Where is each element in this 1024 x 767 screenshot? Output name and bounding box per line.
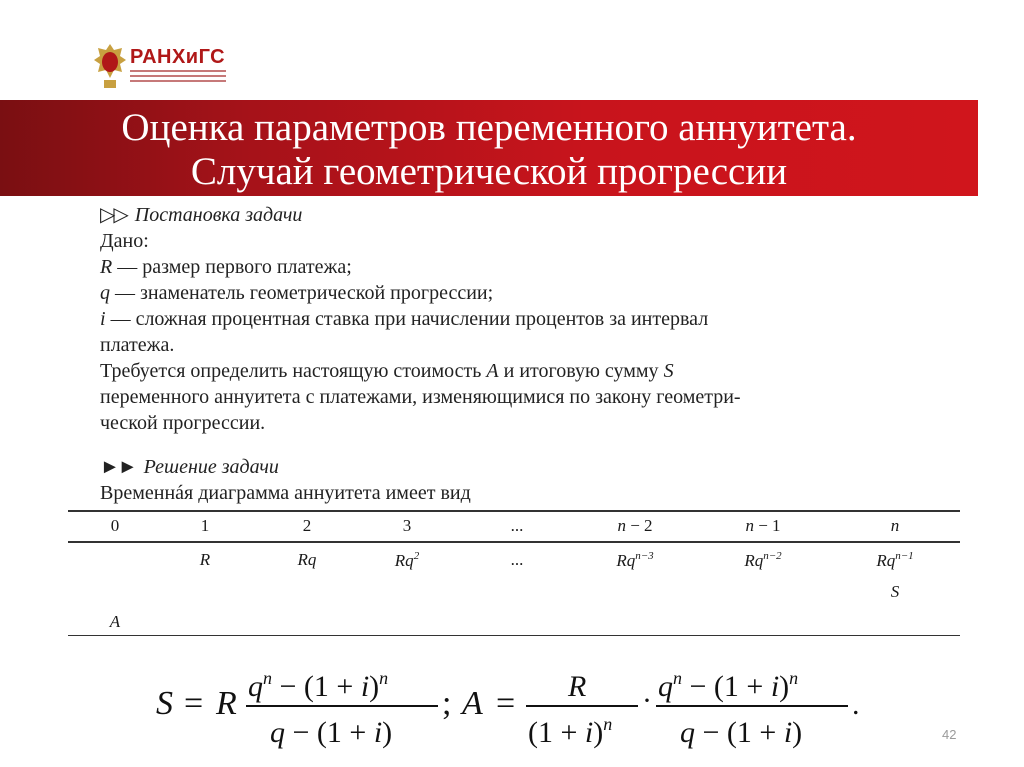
requirement-line-3: ческой прогрессии. (100, 412, 266, 434)
timeline-payment-3 (362, 550, 452, 571)
diagram-caption: Временнáя диаграмма аннуитета имеет вид (100, 482, 471, 504)
period-var: n (745, 516, 754, 535)
timeline-s-label: S (890, 582, 900, 601)
logo-name: РАНХиГС (130, 46, 226, 68)
timeline-bottom-rule (68, 635, 960, 636)
given-i: i — сложная процентная ставка при начислении процентов за интервал (100, 308, 709, 330)
payment-expr: Rq (744, 551, 764, 570)
payment-exponent: n−2 (763, 550, 782, 562)
given-r: R — размер первого платежа; (100, 256, 352, 278)
payment-exponent: n−1 (895, 550, 914, 562)
timeline-period-6: n − 1 (745, 516, 781, 535)
title-line-2: Случай геометрической прогрессии (190, 150, 788, 193)
given-label: Дано: (100, 230, 149, 252)
payment-expr: Rq (616, 551, 636, 570)
timeline-top-rule (68, 510, 960, 512)
payment-exponent: 2 (413, 550, 420, 562)
page-number: 42 (942, 727, 957, 742)
timeline-period-5: n − 2 (617, 516, 653, 535)
timeline-payment-1 (160, 550, 250, 570)
problem-heading: ▷▷ Постановка задачи (100, 204, 303, 226)
payment-expr: Rq (394, 551, 414, 570)
emblem-icon (92, 40, 128, 92)
payment-expr: Rq (297, 550, 317, 569)
timeline-period-4: ... (510, 516, 524, 535)
timeline-payment-7 (850, 550, 940, 571)
double-triangle-outline-icon: ▷▷ (100, 204, 127, 226)
given-q: q — знаменатель геометрической прогрессии; (100, 282, 494, 304)
double-triangle-filled-icon: ►► (100, 456, 136, 478)
payment-expr: Rq (876, 551, 896, 570)
svg-text:.: . (852, 688, 860, 721)
period-var: n (617, 516, 626, 535)
timeline-a-label: A (109, 612, 121, 631)
page-title (0, 106, 978, 194)
ranepa-logo (92, 40, 232, 92)
timeline-payment-5 (590, 550, 680, 571)
timeline-payment-2 (262, 550, 352, 570)
svg-text:q − (1 + i): q − (1 + i) (270, 716, 393, 749)
given-i-cont: платежа. (100, 334, 175, 356)
svg-text:;: ; (442, 685, 452, 722)
svg-text:qn − (1 + i)n: $q^n - (1 + i)^n$ (248, 668, 389, 703)
period-var: n (890, 516, 900, 535)
payment-exponent: n−3 (635, 550, 654, 562)
title-line-1: Оценка параметров переменного аннуитета. (121, 106, 857, 149)
timeline-payment-4: ... (510, 550, 524, 569)
svg-text:S: S (156, 685, 173, 722)
requirement-line-2: переменного аннуитета с платежами, изменяющимися по закону геометри- (100, 386, 741, 408)
svg-text:R: R (568, 670, 587, 703)
logo-subtitle (130, 70, 226, 85)
problem-statement (100, 202, 960, 506)
timeline-period-7 (850, 516, 940, 536)
annuity-formula (150, 660, 880, 750)
svg-text:R: R (216, 685, 237, 722)
timeline-payment-6 (718, 550, 808, 571)
timeline-period-0: 0 (110, 516, 120, 535)
svg-text:q − (1 + i): q − (1 + i) (680, 716, 803, 749)
timeline-header-rule (68, 541, 960, 543)
timeline-period-3: 3 (402, 516, 412, 535)
svg-text:=: = (184, 685, 204, 722)
svg-text:A: A (462, 685, 483, 722)
svg-text:(1 + i)n: $(1 + i)^n$ (528, 714, 613, 749)
title-banner (0, 100, 978, 196)
svg-text:·: · (642, 684, 652, 717)
svg-text:=: = (496, 685, 516, 722)
requirement-line-1: Требуется определить настоящую стоимость A и итоговую сумму S (100, 360, 674, 382)
solution-heading: ►► Решение задачи (100, 456, 279, 478)
timeline-period-1: 1 (200, 516, 210, 535)
payment-expr: R (199, 550, 211, 569)
timeline-period-2: 2 (302, 516, 312, 535)
svg-text:qn − (1 + i)n: $q^n - (1 + i)^n$ (658, 668, 799, 703)
